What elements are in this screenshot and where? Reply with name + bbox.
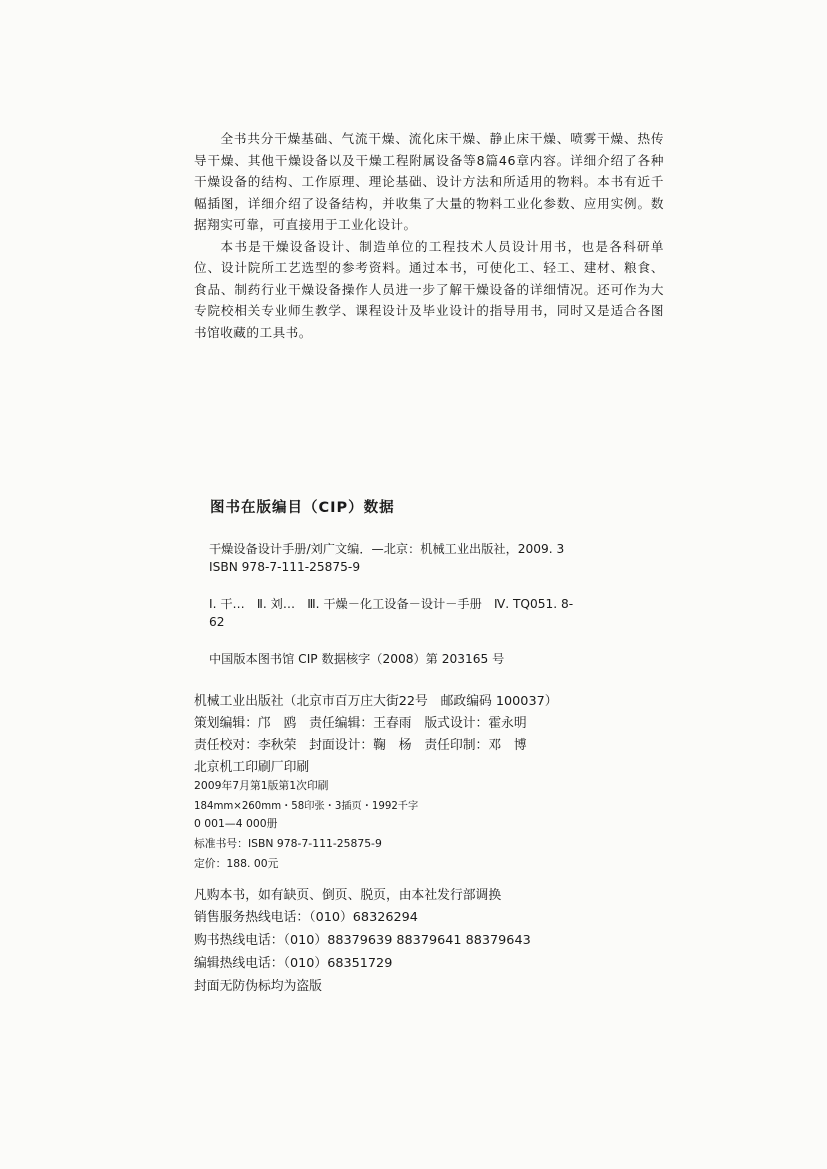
cip-classification-continued: 62: [209, 615, 225, 629]
sales-hotline: 销售服务热线电话：（010）68326294: [194, 910, 418, 925]
cip-classification-line: Ⅰ. 干… Ⅱ. 刘… Ⅲ. 干燥－化工设备－设计－手册 Ⅳ. TQ051. 8-: [209, 597, 574, 611]
purchase-hotline: 购书热线电话：（010）88379639 88379641 88379643: [194, 933, 531, 948]
format-line: 184mm×260mm・58印张・3插页・1992千字: [194, 801, 419, 812]
intro-paragraph-2: 本书是干燥设备设计、制造单位的工程技术人员设计用书，也是各科研单位、设计院所工艺选型的参考资料。通过本书，可使化工、轻工、建材、粮食、食品、制药行业干燥设备操作人员进一步了解干燥设备的详细情况。还可作为大专院校相关专业师生教学、课程设计及毕业设计的指导用书，同时又是适合各图书馆收藏的工具书。: [194, 238, 664, 340]
editorial-hotline: 编辑热线电话：（010）68351729: [194, 956, 393, 971]
cip-heading: 图书在版编目（CIP）数据: [210, 500, 395, 516]
book-introduction: [194, 128, 664, 343]
cip-catalog-line: 干燥设备设计手册/刘广文编．—北京：机械工业出版社，2009. 3: [209, 542, 565, 556]
cip-isbn-line: ISBN 978-7-111-25875-9: [209, 560, 361, 574]
print-run-line: 0 001—4 000册: [194, 817, 278, 830]
intro-paragraph-1: 全书共分干燥基础、气流干燥、流化床干燥、静止床干燥、喷雾干燥、热传导干燥、其他干燥设备以及干燥工程附属设备等8篇46章内容。详细介绍了各种干燥设备的结构、工作原理、理论基础、设计方法和所适用的物料。本书有近千幅插图，详细介绍了设备结构，并收集了大量的物料工业化参数、应用实例。数据翔实可靠，可直接用于工业化设计。: [194, 131, 664, 232]
edition-line: 2009年7月第1版第1次印刷: [194, 779, 329, 792]
printer-line: 北京机工印刷厂印刷: [194, 760, 310, 775]
anti-counterfeit-notice: 封面无防伪标均为盗版: [194, 979, 322, 994]
replacement-notice: 凡购本书，如有缺页、倒页、脱页，由本社发行部调换: [194, 888, 502, 903]
publisher-address: 机械工业出版社（北京市百万庄大街22号 邮政编码 100037）: [194, 694, 558, 709]
price-line: 定价：188. 00元: [194, 857, 279, 870]
standard-book-number: 标准书号：ISBN 978-7-111-25875-9: [194, 837, 382, 850]
cip-record-number: 中国版本图书馆 CIP 数据核字（2008）第 203165 号: [209, 652, 505, 666]
editors-line: 策划编辑：邝 鸥 责任编辑：王春雨 版式设计：霍永明: [194, 716, 527, 731]
proofreader-line: 责任校对：李秋荣 封面设计：鞠 杨 责任印制：邓 博: [194, 738, 527, 753]
